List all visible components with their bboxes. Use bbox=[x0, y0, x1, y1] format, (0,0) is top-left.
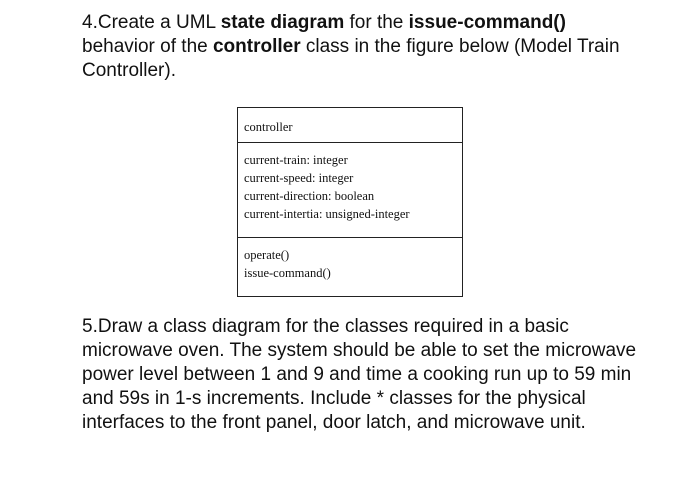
question-4 bbox=[82, 11, 642, 83]
uml-attribute: current-direction: boolean bbox=[244, 189, 375, 203]
uml-attribute: current-intertia: unsigned-integer bbox=[244, 207, 410, 221]
uml-class-name: controller bbox=[244, 120, 293, 134]
q4-text-4: class in the figure below (Model Train Controller). bbox=[82, 36, 620, 81]
q4-text-1: 4.Create a UML bbox=[82, 12, 221, 33]
uml-operation: operate() bbox=[244, 248, 290, 262]
q4-bold-controller: controller bbox=[212, 36, 301, 57]
q4-text-2: for the bbox=[344, 12, 409, 33]
q4-text-3: behavior of the bbox=[82, 36, 213, 57]
q4-bold-state-diagram: state diagram bbox=[220, 12, 345, 33]
uml-class-name-compartment bbox=[238, 108, 462, 142]
uml-operations-compartment bbox=[238, 237, 462, 296]
uml-attributes-compartment bbox=[238, 142, 462, 237]
uml-attribute: current-train: integer bbox=[244, 153, 348, 167]
uml-attribute: current-speed: integer bbox=[244, 171, 354, 185]
uml-operation: issue-command() bbox=[244, 266, 331, 280]
uml-class-box bbox=[237, 107, 463, 297]
q4-bold-issue-command: issue-command() bbox=[408, 12, 566, 33]
question-5: 5.Draw a class diagram for the classes required in a basic microwave oven. The system should be able to set the microwave power level between 1 and 9 and time a cooking run up to 59 min and 59s in 1-s increments. Include * classes for the physical interfaces to the front panel, door latch, and microwave unit. bbox=[82, 316, 637, 433]
